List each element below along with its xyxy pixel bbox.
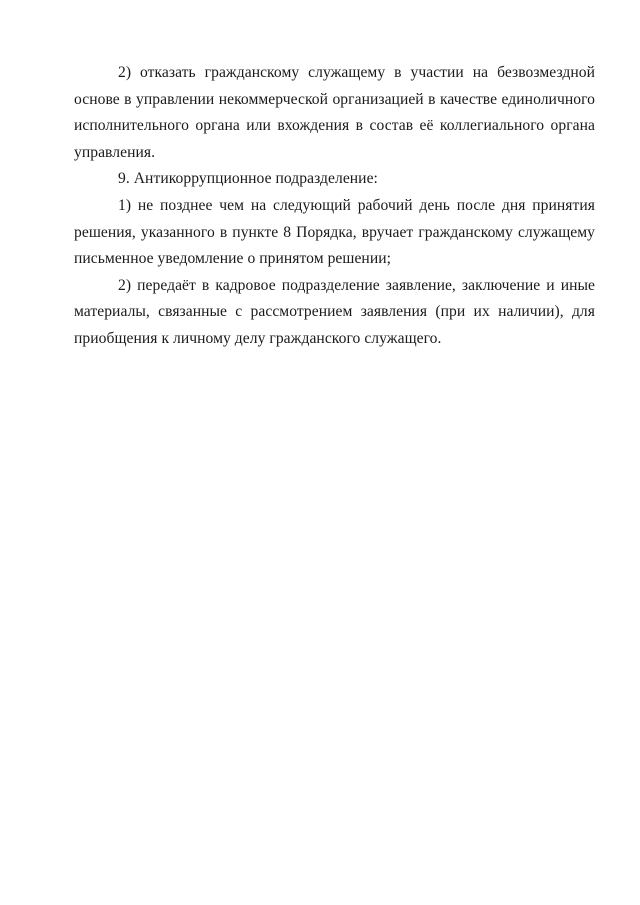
paragraph-transfer-materials: 2) передаёт в кадровое подразделение заявление, заключение и иные материалы, связанные с рассмотрением заявления (при их наличии), для приобщения к личному делу гражданского служащего.	[74, 276, 595, 347]
paragraph-refuse-participation: 2) отказать гражданскому служащему в участии на безвозмездной основе в управлении некоммерческой организацией в качестве единоличного исполнительного органа или вхождения в состав её коллегиального органа управления.	[74, 64, 595, 161]
document-body	[74, 60, 595, 353]
paragraph-deliver-notice: 1) не позднее чем на следующий рабочий день после дня принятия решения, указанного в пункте 8 Порядка, вручает гражданскому служащему письменное уведомление о принятом решении;	[74, 196, 595, 268]
paragraph-section-9-heading: 9. Антикоррупционное подразделение:	[118, 170, 378, 188]
